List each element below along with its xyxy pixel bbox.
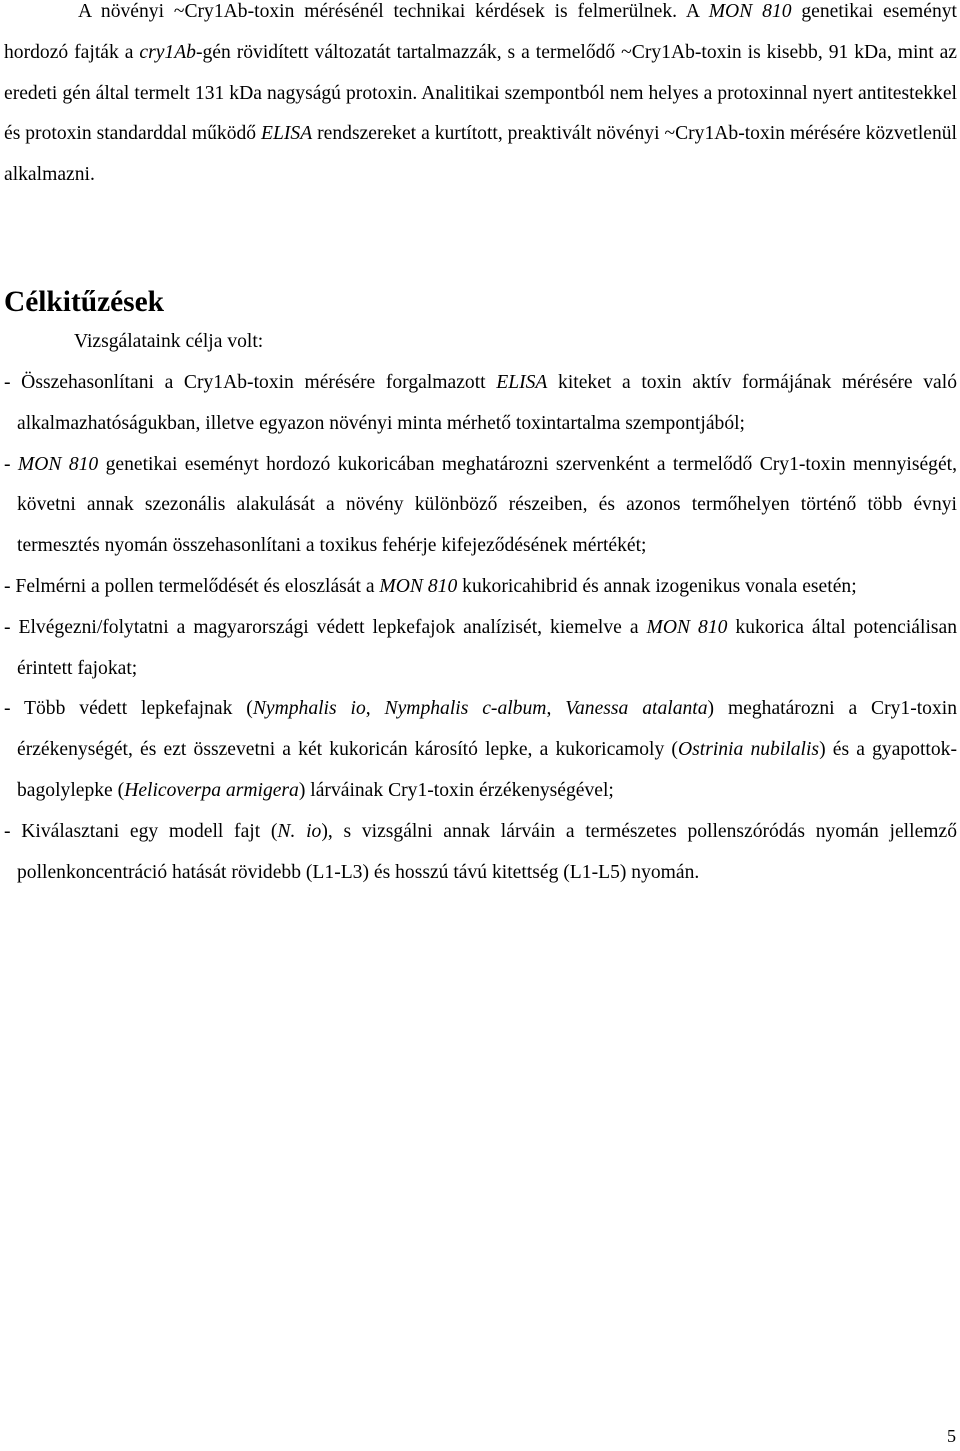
text-run: ) lárváinak Cry1-toxin érzékenységével; bbox=[298, 779, 614, 801]
text-run: genetikai eseményt hordozó kukoricában meghatározni szervenként a termelődő Cry1-toxin mennyiségét, követni annak szezonális alakulását a növény különböző részeiben, és azonos termőhelyen történő több évnyi termesztés nyomán összehasonlítani a toxikus fehérje kifejeződésének mértékét; bbox=[17, 453, 957, 557]
italic-term: MON 810 bbox=[646, 616, 728, 638]
objective-item bbox=[4, 567, 957, 608]
italic-term: Nymphalis c-album bbox=[384, 698, 547, 720]
text-run: , bbox=[546, 698, 566, 720]
text-run: rendszereket a kurtított, preaktivált növényi ~Cry1Ab-toxin mérésére közvetlenül alkalmazni. bbox=[4, 123, 957, 186]
objectives-list bbox=[4, 363, 957, 893]
objective-item bbox=[4, 608, 957, 690]
text-run: kukorica által potenciálisan érintett fajokat; bbox=[17, 616, 958, 679]
intro-paragraph bbox=[4, 0, 957, 196]
section-subheading: Vizsgálataink célja volt: bbox=[74, 331, 264, 352]
italic-term: Ostrinia nubilalis bbox=[677, 739, 820, 761]
italic-term: ELISA bbox=[496, 372, 548, 393]
text-run: kiteket a toxin aktív formájának mérésére való alkalmazhatóságukban, illetve egyazon növényi minta mérhető toxintartalma szempontjából; bbox=[17, 372, 957, 434]
text-run: ), s vizsgálni annak lárváin a természetes pollenszóródás nyomán jellemző pollenkoncentráció hatását rövidebb (L1-L3) és hosszú távú kitettség (L1-L5) nyomán. bbox=[17, 820, 957, 883]
italic-term: Vanessa atalanta bbox=[565, 698, 708, 720]
page-number: 5 bbox=[947, 1426, 956, 1446]
text-run: - Felmérni a pollen termelődését és eloszlását a bbox=[4, 575, 380, 597]
text-run: ) és a gyapottok-bagolylepke ( bbox=[17, 739, 957, 801]
text-run: kukoricahibrid és annak izogenikus vonala esetén; bbox=[457, 575, 857, 597]
italic-term: cry1Ab bbox=[139, 41, 196, 63]
text-run: A növényi ~Cry1Ab-toxin mérésénél technikai kérdések is felmerülnek. A bbox=[78, 1, 709, 22]
italic-term: MON 810 bbox=[17, 453, 99, 475]
section-heading: Célkitűzések bbox=[4, 286, 164, 318]
text-run: - bbox=[4, 453, 18, 475]
italic-term: Nymphalis io bbox=[252, 698, 366, 720]
text-run: ) meghatározni a Cry1-toxin érzékenységét, és ezt összevetni a két kukoricán károsító lepke, a kukoricamoly ( bbox=[17, 698, 957, 761]
objective-item bbox=[4, 812, 957, 894]
italic-term: ELISA bbox=[261, 123, 313, 145]
italic-term: MON 810 bbox=[708, 1, 792, 22]
italic-term: Helicoverpa armigera bbox=[124, 779, 299, 801]
italic-term: MON 810 bbox=[379, 575, 458, 597]
text-run: - Több védett lepkefajnak ( bbox=[4, 698, 253, 720]
text-run: - Elvégezni/folytatni a magyarországi védett lepkefajok analízisét, kiemelve a bbox=[4, 616, 647, 638]
text-run: , bbox=[365, 698, 385, 720]
objective-item bbox=[4, 445, 957, 567]
text-run: genetikai eseményt hordozó fajták a bbox=[4, 1, 957, 63]
italic-term: N. io bbox=[277, 820, 322, 842]
text-run: - Kiválasztani egy modell fajt ( bbox=[4, 820, 278, 842]
text-run: -gén rövidített változatát tartalmazzák, s a termelődő ~Cry1Ab-toxin is kisebb, 91 kDa, mint az eredeti gén által termelt 131 kDa nagyságú protoxin. Analitikai szempontból nem helyes a protoxinnal nyert antitestekkel és protoxin standarddal működő bbox=[4, 41, 958, 145]
objective-item bbox=[4, 689, 957, 811]
text-run: - Összehasonlítani a Cry1Ab-toxin mérésére forgalmazott bbox=[4, 372, 497, 393]
objective-item bbox=[4, 363, 957, 445]
